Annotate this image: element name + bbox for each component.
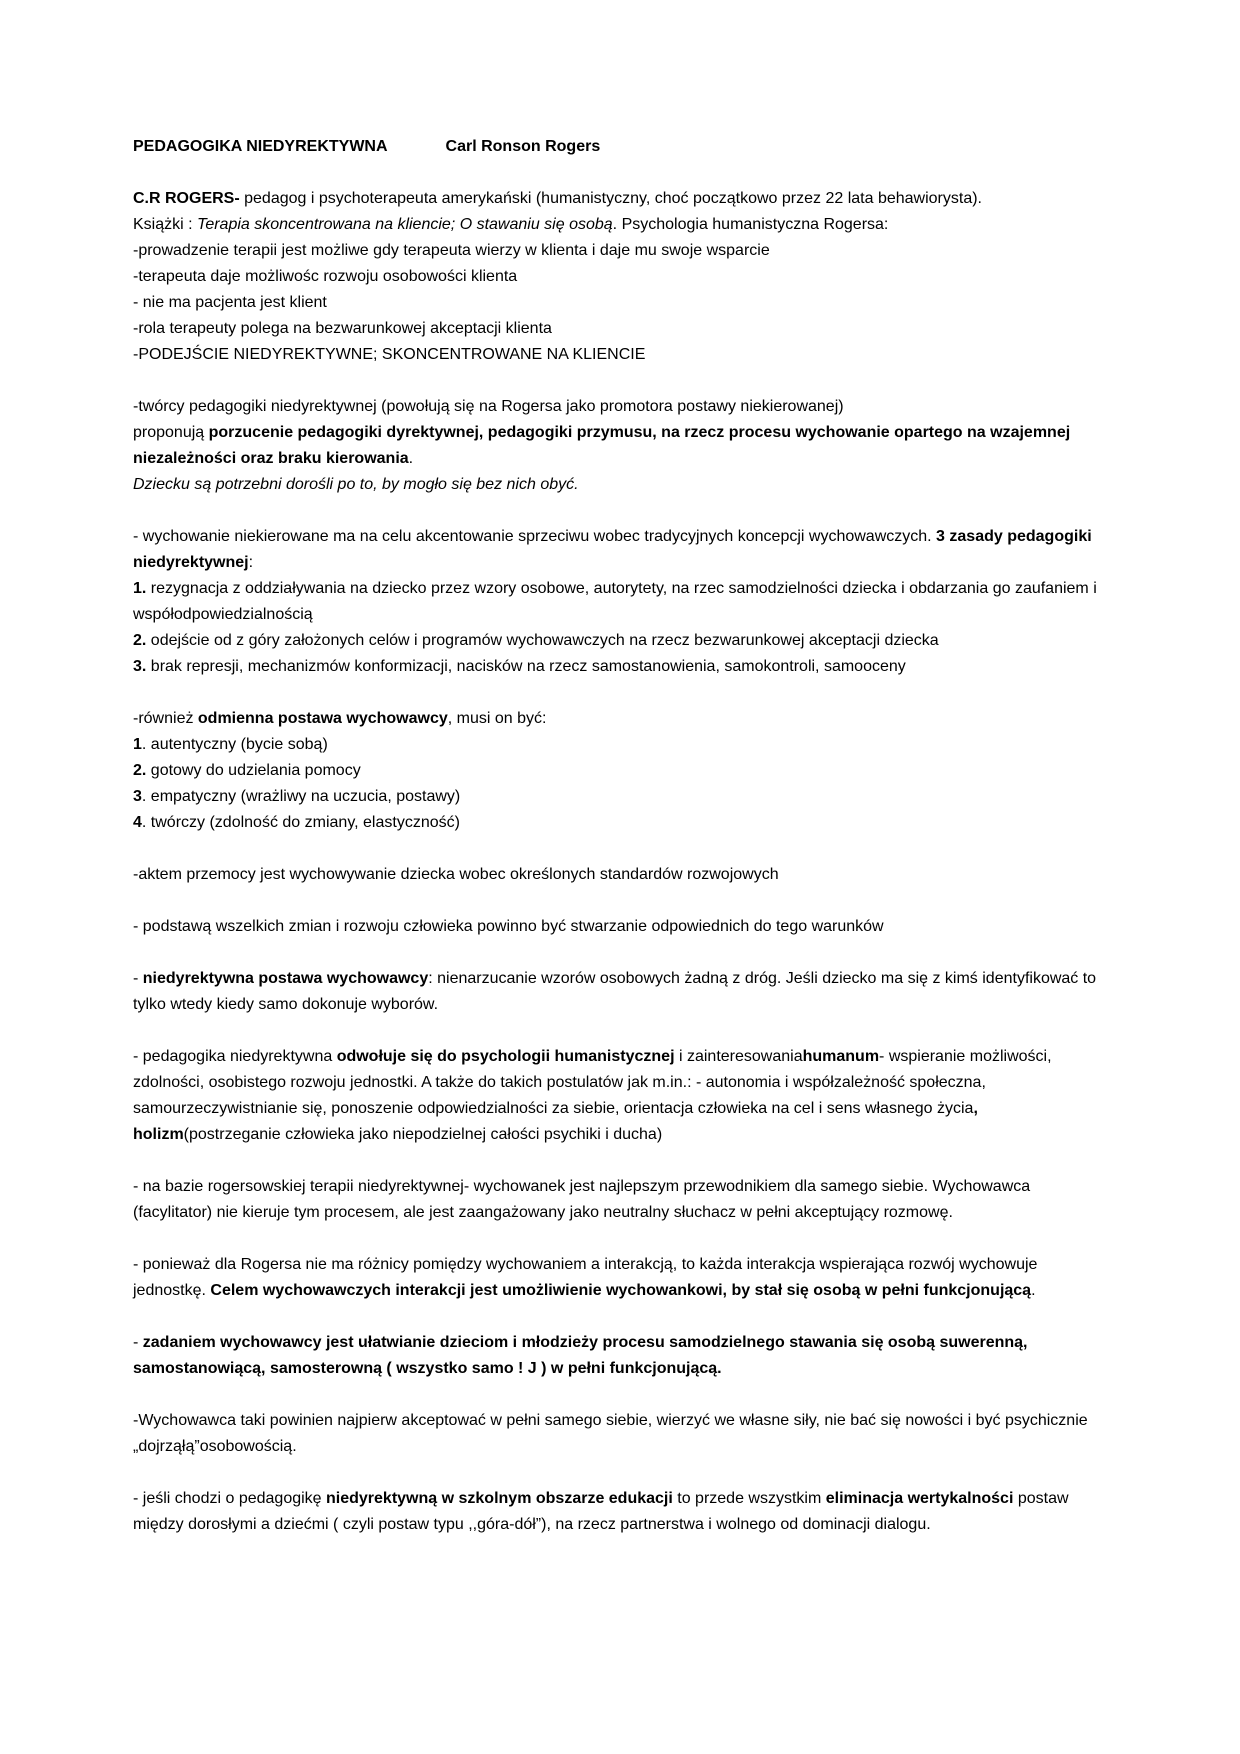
text-run: 3 zasady pedagogiki niedyrektywnej	[133, 528, 1092, 571]
text-run: . empatyczny (wrażliwy na uczucia, postawy)	[141, 788, 461, 805]
text-run: -	[133, 970, 143, 987]
rogers-therapy-basis	[133, 1174, 1110, 1226]
rogers-intro	[133, 186, 1110, 368]
text-run: - wspieranie możliwości, zdolności, osobistego rozwoju jednostki. A także do takich postulatów jak m.in.: - autonomia i współzależność społeczna, samourzeczywistnianie się, ponoszenie odpowiedzialności za siebie, orientacja człowieka na cel i sens własnego życia	[133, 1048, 1052, 1117]
text-run: proponują	[133, 424, 209, 441]
text-run: :	[248, 554, 254, 571]
nondirective-attitude	[133, 966, 1110, 1018]
text-run: (postrzeganie człowieka jako niepodzielnej całości psychiki i ducha)	[183, 1126, 663, 1143]
text-run: - wychowanie niekierowane ma na celu akcentowanie sprzeciwu wobec tradycyjnych koncepcji wychowawczych.	[133, 528, 937, 545]
text-run: - ponieważ dla Rogersa nie ma różnicy pomiędzy wychowaniem a interakcją, to każda interakcja wspierająca rozwój wychowuje jednostkę.	[133, 1256, 1038, 1299]
text-run: odwołuje się do psychologii humanistycznej	[336, 1048, 675, 1065]
text-run: postaw między dorosłymi a dziećmi ( czyli postaw typu ,,góra-dół”), na rzecz partnerstwa i wolnego od dominacji dialogu.	[133, 1490, 1069, 1533]
text-run: i zainteresowania	[674, 1048, 803, 1065]
text-run: : nienarzucanie wzorów osobowych żadną z dróg. Jeśli dziecko ma się z kimś identyfikować to tylko wtedy kiedy samo dokonuje wyborów.	[133, 970, 1097, 1013]
three-principles	[133, 524, 1110, 680]
text-run: Celem wychowawczych interakcji jest umożliwienie wychowankowi, by stał się osobą w pełni funkcjonującą	[210, 1282, 1032, 1299]
text-run: 2.	[133, 762, 147, 779]
text-run: - nie ma pacjenta jest klient	[133, 294, 327, 311]
text-run: Dziecku są potrzebni dorośli po to, by mogło się bez nich obyć.	[133, 476, 579, 493]
text-run: -	[133, 1334, 143, 1351]
interaction-education	[133, 1252, 1110, 1304]
text-run: humanum	[802, 1048, 880, 1065]
pedagogy-founders	[133, 394, 1110, 498]
violence-statement	[133, 862, 1110, 888]
text-run: zadaniem wychowawcy jest ułatwianie dzieciom i młodzieży procesu samodzielnego stawania się osobą suwerenną, samostanowiącą, samosterowną ( wszystko samo ! J ) w pełni funkcjonującą.	[133, 1334, 1028, 1377]
text-run: rezygnacja z oddziaływania na dziecko przez wzory osobowe, autorytety, na rzec samodzielności dziecka i obdarzania go zaufaniem i współodpowiedzialnością	[133, 580, 1097, 623]
text-run: - na bazie rogersowskiej terapii niedyrektywnej- wychowanek jest najlepszym przewodnikiem dla samego siebie. Wychowawca (facylitator) nie kieruje tym procesem, ale jest zaangażowany jako neutralny słuchacz w pełni akceptujący rozmowę.	[133, 1178, 1031, 1221]
text-run: pedagog i psychoterapeuta amerykański (humanistyczny, choć początkowo przez 22 lata behawiorysta).	[239, 190, 982, 207]
text-run: porzucenie pedagogiki dyrektywnej, pedagogiki przymusu, na rzecz procesu wychowanie opartego na wzajemnej niezależności oraz braku kierowania	[133, 424, 1071, 467]
text-run: Terapia skoncentrowana na kliencie; O stawaniu się osobą	[197, 216, 613, 233]
text-run: 1.	[133, 580, 147, 597]
text-run: , holizm	[133, 1100, 978, 1143]
text-run: -PODEJŚCIE NIEDYREKTYWNE; SKONCENTROWANE NA KLIENCIE	[133, 346, 646, 363]
text-run: to przede wszystkim	[672, 1490, 826, 1507]
text-run: - pedagogika niedyrektywna	[133, 1048, 337, 1065]
text-run: .	[1031, 1282, 1036, 1299]
title-line	[133, 134, 1110, 160]
text-run: . Psychologia humanistyczna Rogersa:	[612, 216, 889, 233]
text-run: odejście od z góry założonych celów i programów wychowawczych na rzecz bezwarunkowej akceptacji dziecka	[146, 632, 939, 649]
text-run: -twórcy pedagogiki niedyrektywnej (powołują się na Rogersa jako promotora postawy niekierowanej)	[133, 398, 844, 415]
document-body	[133, 134, 1110, 1538]
text-run: eliminacja wertykalności	[825, 1490, 1014, 1507]
text-run: .	[408, 450, 414, 467]
doc-author: Carl Ronson Rogers	[445, 138, 601, 155]
text-run: -aktem przemocy jest wychowywanie dziecka wobec określonych standardów rozwojowych	[133, 866, 779, 883]
text-run: . twórczy (zdolność do zmiany, elastyczność)	[141, 814, 460, 831]
text-run: -Wychowawca taki powinien najpierw akceptować w pełni samego siebie, wierzyć we własne siły, nie bać się nowości i być psychicznie „dojrząłą”osobowością.	[133, 1412, 1088, 1455]
text-run: 1	[133, 736, 142, 753]
text-run: -rola terapeuty polega na bezwarunkowej akceptacji klienta	[133, 320, 552, 337]
text-run: . autentyczny (bycie sobą)	[141, 736, 328, 753]
text-run: -prowadzenie terapii jest możliwe gdy terapeuta wierzy w klienta i daje mu swoje wsparcie	[133, 242, 770, 259]
humanistic-psychology	[133, 1044, 1110, 1148]
text-run: -również	[133, 710, 198, 727]
text-run: gotowy do udzielania pomocy	[146, 762, 361, 779]
text-run: C.R ROGERS-	[133, 190, 240, 207]
educator-task	[133, 1330, 1110, 1382]
text-run: 4	[133, 814, 142, 831]
text-run: odmienna postawa wychowawcy	[197, 710, 448, 727]
text-run: Książki :	[133, 216, 198, 233]
change-basis	[133, 914, 1110, 940]
text-run: niedyrektywną w szkolnym obszarze edukacji	[326, 1490, 673, 1507]
text-run: 3	[133, 788, 142, 805]
doc-title: PEDAGOGIKA NIEDYREKTYWNA	[133, 138, 388, 155]
educator-attitudes	[133, 706, 1110, 836]
text-run: - podstawą wszelkich zmian i rozwoju człowieka powinno być stwarzanie odpowiednich do tego warunków	[133, 918, 884, 935]
educator-self-acceptance	[133, 1408, 1110, 1460]
school-education	[133, 1486, 1110, 1538]
text-run: 3.	[133, 658, 147, 675]
text-run: -terapeuta daje możliwośc rozwoju osobowości klienta	[133, 268, 518, 285]
text-run: brak represji, mechanizmów konformizacji, nacisków na rzecz samostanowienia, samokontroli, samooceny	[146, 658, 906, 675]
text-run: - jeśli chodzi o pedagogikę	[133, 1490, 327, 1507]
text-run: , musi on być:	[447, 710, 547, 727]
text-run: niedyrektywna postawa wychowawcy	[142, 970, 429, 987]
text-run: 2.	[133, 632, 147, 649]
